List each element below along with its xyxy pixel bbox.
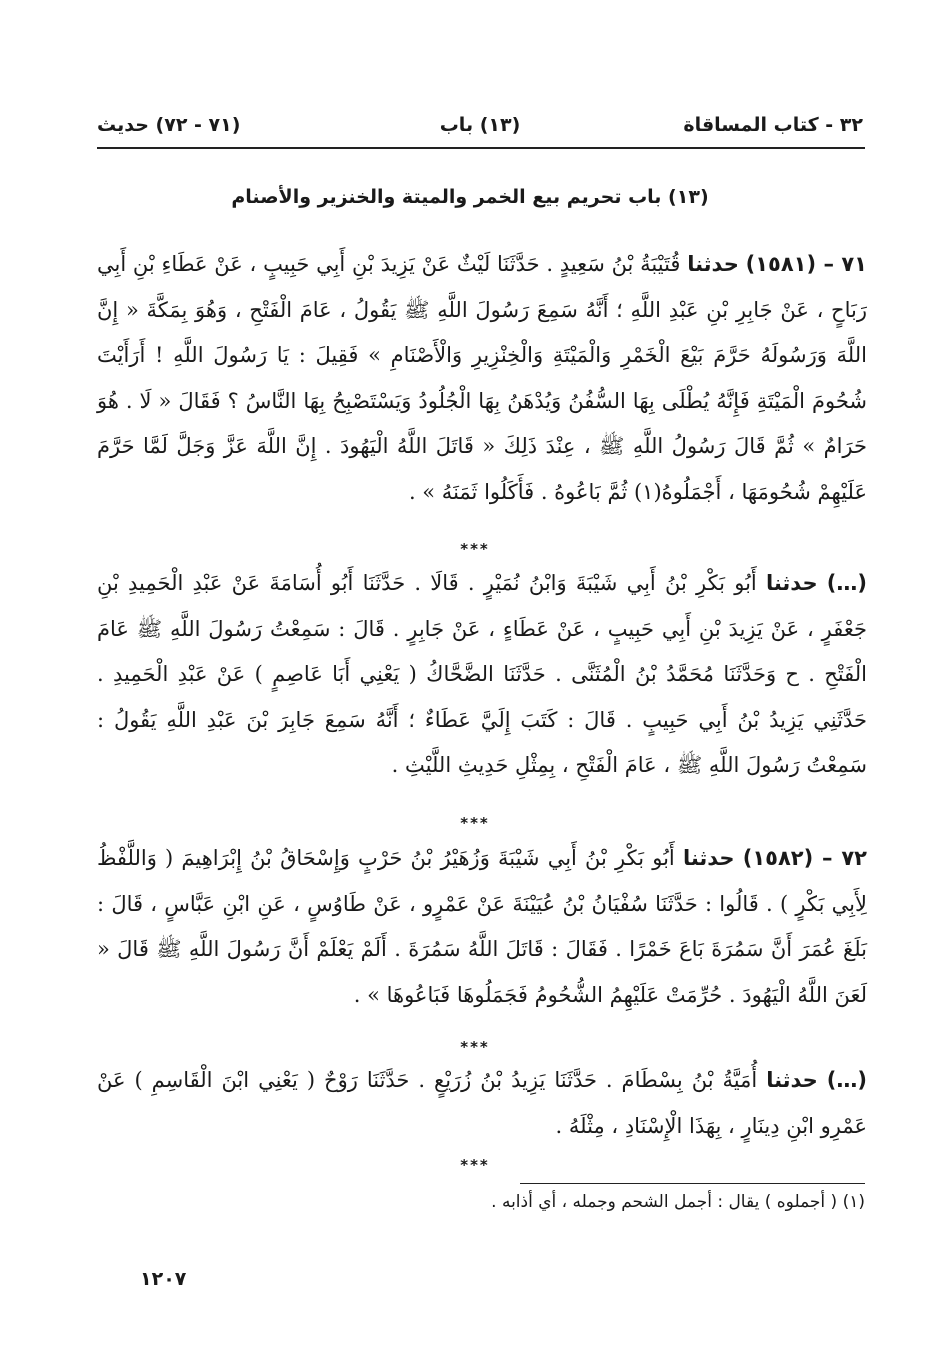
section-separator: *** — [460, 1156, 490, 1174]
haddathana-label: حدثنا — [682, 846, 735, 870]
header-hadith-range: (٧١ - ٧٢) حديث — [97, 114, 241, 136]
hadith-text: قُتَيْبَةُ بْنُ سَعِيدٍ . حَدَّثَنَا لَيْثٌ عَنْ يَزِيدَ بْنِ أَبِي حَبِيبٍ ، عَنْ عَطَاءِ بْنِ أَبِي رَبَاحٍ ، عَنْ جَابِرِ بْنِ عَبْدِ اللَّهِ ؛ أَنَّهُ سَمِعَ رَسُولَ اللَّهِ ﷺ يَقُولُ ، عَامَ الْفَتْحِ ، وَهُوَ بِمَكَّةَ « إِنَّ اللَّهَ وَرَسُولَهُ حَرَّمَ بَيْعَ الْخَمْرِ وَالْمَيْتَةِ وَالْخِنْزِيرِ وَالْأَصْنَامِ » فَقِيلَ : يَا رَسُولَ اللَّهِ ! أَرَأَيْتَ شُحُومَ الْمَيْتَةِ فَإِنَّهُ يُطْلَى بِهَا السُّفُنُ وَيُدْهَنُ بِهَا الْجُلُودُ وَيَسْتَصْبِحُ بِهَا النَّاسُ ؟ فَقَالَ « لَا . هُوَ حَرَامٌ » ثُمَّ قَالَ رَسُولُ اللَّهِ ﷺ ، عِنْدَ ذَلِكَ « قَاتَلَ اللَّهُ الْيَهُودَ . إِنَّ اللَّهَ عَزَّ وَجَلَّ لَمَّا حَرَّمَ عَلَيْهِمْ شُحُومَهَا ، أَجْمَلُوهُ(١) ثُمَّ بَاعُوهُ . فَأَكَلُوا ثَمَنَهُ » . — [97, 252, 867, 504]
hadith-72-variant — [97, 1058, 867, 1149]
haddathana-label: حدثنا — [766, 1068, 818, 1092]
header-book-title: ٣٢ - كتاب المساقاة — [683, 114, 863, 136]
hadith-71 — [97, 242, 867, 515]
running-header — [97, 108, 863, 144]
page-number: ١٢٠٧ — [140, 1268, 187, 1290]
section-separator: *** — [460, 1038, 490, 1056]
hadith-number: ٧٢ – (١٥٨٢) — [742, 846, 867, 870]
hadith-number: ٧١ – (١٥٨١) — [745, 252, 867, 276]
footnote-rule — [520, 1183, 865, 1184]
hadith-text: أَبُو بَكْرِ بْنُ أَبِي شَيْبَةَ وَزُهَيْرُ بْنُ حَرْبٍ وَإِسْحَاقُ بْنُ إِبْرَاهِيمَ ( وَاللَّفْظُ لِأَبِي بَكْرٍ ) . قَالُوا : حَدَّثَنَا سُفْيَانُ بْنُ عُيَيْنَةَ عَنْ عَمْرٍو ، عَنْ طَاوُسٍ ، عَنِ ابْنِ عَبَّاسٍ ، قَالَ : بَلَغَ عُمَرَ أَنَّ سَمُرَةَ بَاعَ خَمْرًا . فَقَالَ : قَاتَلَ اللَّهُ سَمُرَةَ . أَلَمْ يَعْلَمْ أَنَّ رَسُولَ اللَّهِ ﷺ قَالَ « لَعَنَ اللَّهُ الْيَهُودَ . حُرِّمَتْ عَلَيْهِمُ الشُّحُومُ فَجَمَلُوهَا فَبَاعُوهَا » . — [97, 846, 867, 1007]
haddathana-label: حدثنا — [687, 252, 739, 276]
hadith-text: أُمَيَّةُ بْنُ بِسْطَامَ . حَدَّثَنَا يَزِيدُ بْنُ زُرَيْعٍ . حَدَّثَنَا رَوْحٌ ( يَعْنِي ابْنَ الْقَاسِمِ ) عَنْ عَمْرِو ابْنِ دِينَارٍ ، بِهَذَا الْإِسْنَادِ ، مِثْلَهُ . — [97, 1068, 867, 1138]
section-separator: *** — [460, 540, 490, 558]
header-rule — [97, 147, 865, 149]
hadith-text: أَبُو بَكْرِ بْنُ أَبِي شَيْبَةَ وَابْنُ نُمَيْرٍ . قَالَا . حَدَّثَنَا أَبُو أُسَامَةَ عَنْ عَبْدِ الْحَمِيدِ بْنِ جَعْفَرٍ ، عَنْ يَزِيدَ بْنِ أَبِي حَبِيبٍ ، عَنْ عَطَاءٍ ، عَنْ جَابِرٍ . قَالَ : سَمِعْتُ رَسُولَ اللَّهِ ﷺ عَامَ الْفَتْحِ . ح وَحَدَّثَنَا مُحَمَّدُ بْنُ الْمُثَنَّى . حَدَّثَنَا الضَّحَّاكُ ( يَعْنِي أَبَا عَاصِمٍ ) عَنْ عَبْدِ الْحَمِيدِ . حَدَّثَنِي يَزِيدُ بْنُ أَبِي حَبِيبٍ . قَالَ : كَتَبَ إِلَيَّ عَطَاءٌ ؛ أَنَّهُ سَمِعَ جَابِرَ بْنَ عَبْدِ اللَّهِ يَقُولُ : سَمِعْتُ رَسُولَ اللَّهِ ﷺ ، عَامَ الْفَتْحِ ، بِمِثْلِ حَدِيثِ اللَّيْثِ . — [97, 571, 867, 777]
hadith-71-variant — [97, 561, 867, 789]
hadith-number: (…) — [826, 1068, 867, 1092]
footnote: (١) ( أجملوه ) يقال : أجمل الشحم وجمله ، أي أذابه . — [491, 1192, 865, 1212]
hadith-number: (…) — [826, 571, 867, 595]
chapter-title: (١٣) باب تحريم بيع الخمر والميتة والخنزير والأصنام — [231, 186, 709, 208]
haddathana-label: حدثنا — [765, 571, 818, 595]
section-separator: *** — [460, 814, 490, 832]
header-chapter-number: (١٣) باب — [439, 114, 521, 136]
hadith-72 — [97, 836, 867, 1018]
